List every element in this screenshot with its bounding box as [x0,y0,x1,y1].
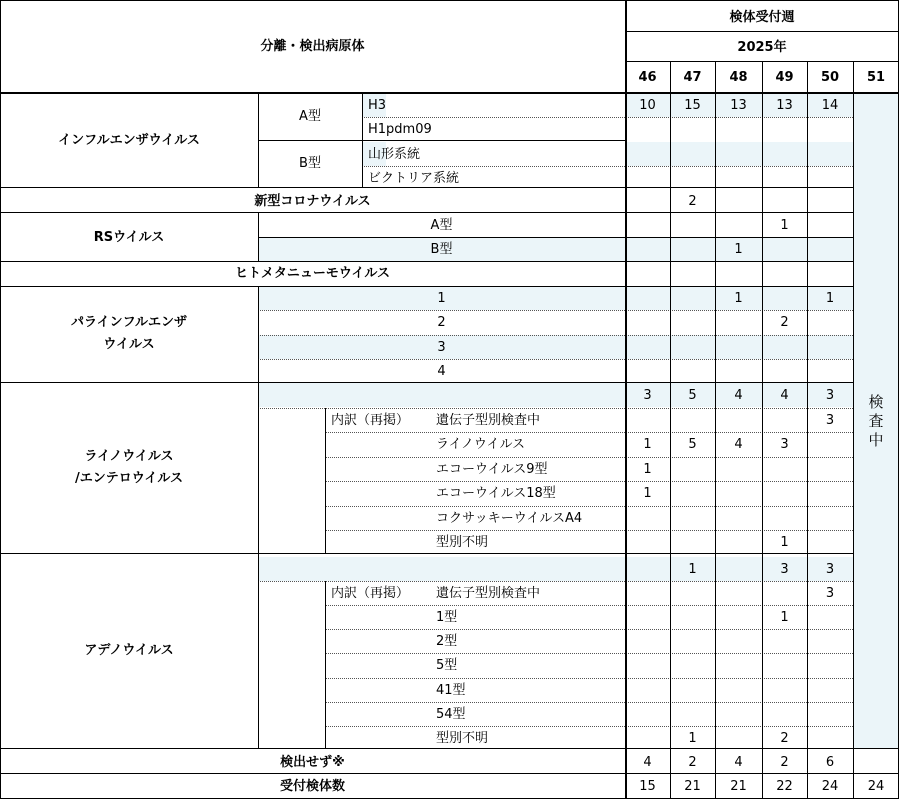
count-cell [625,142,670,166]
count-cell [670,506,715,530]
count-cell: 2 [780,314,789,330]
week-header: 47 [683,69,702,85]
grid-line [762,61,763,799]
influenza-subtype: ビクトリア系統 [368,170,460,186]
grid-line [0,748,899,749]
count-cell [807,310,853,334]
count-cell: 1 [825,290,835,306]
count-cell [715,581,762,605]
count-cell [715,678,762,702]
grid-line [0,0,1,799]
grid-line [325,457,625,458]
rhino-subtype: 遺伝子型別検査中 [436,412,541,428]
header-year: 2025年 [737,39,787,55]
grid-line [325,629,625,630]
count-cell [762,506,807,530]
grid-line [0,382,853,383]
grid-line [258,93,259,187]
count-cell [625,702,670,726]
group-name-line: /エンテロウイルス [75,471,183,486]
count-cell [670,335,715,359]
status-char: 査 [868,411,884,430]
grid-line [325,530,625,531]
rs-subtype: A型 [430,217,453,233]
count-cell [762,457,807,481]
count-cell [625,310,670,334]
count-cell [807,726,853,750]
grid-line [325,432,625,433]
count-cell: 1 [643,461,652,477]
count-cell [715,481,762,505]
count-cell [625,286,670,310]
count-cell [670,653,715,677]
count-cell [715,605,762,629]
count-cell [625,653,670,677]
count-cell [715,629,762,653]
count-cell [715,702,762,726]
received-count: 21 [730,778,747,794]
count-cell [762,335,807,359]
header-pathogen: 分離・検出病原体 [260,38,365,54]
parainfluenza-type: 4 [437,363,446,379]
influenza-subtype: H3 [368,97,387,113]
count-cell [762,481,807,505]
grid-line [258,310,853,311]
count-cell: 3 [825,387,835,403]
count-cell: 1 [780,534,789,550]
count-cell [762,142,807,166]
grid-line [258,581,853,582]
breakdown-label: 内訳（再掲） [331,412,410,428]
grid-line [325,506,625,507]
count-cell [625,506,670,530]
group-name-line: ライノウイルス [84,449,174,464]
influenza-subtype: 山形系統 [368,146,421,162]
adeno-subtype: 41型 [436,682,466,698]
count-cell [715,117,762,141]
grid-line [258,359,853,360]
count-cell [807,629,853,653]
count-cell [715,189,762,213]
grid-line [0,261,853,262]
count-cell [807,189,853,213]
received-count: 24 [867,778,885,794]
grid-line [625,629,853,630]
count-cell [625,335,670,359]
group-name-line: ウイルス [103,337,155,352]
count-cell [807,702,853,726]
row-shading [258,383,625,407]
count-cell: 1 [688,730,697,746]
adeno-subtype: 54型 [436,706,466,722]
grid-line [0,773,899,774]
count-cell [625,359,670,383]
count-cell: 1 [643,436,652,452]
count-cell [807,213,853,237]
count-cell: 1 [734,290,743,306]
count-cell [762,629,807,653]
adeno-subtype: 型別不明 [436,730,489,746]
count-cell: 5 [688,436,697,452]
grid-line [325,678,625,679]
grid-line [325,408,326,553]
rhino-subtype: エコーウイルス18型 [436,485,556,501]
count-cell [715,726,762,750]
grid-line [670,61,671,799]
grid-line [325,653,625,654]
count-cell [715,457,762,481]
count-cell [625,726,670,750]
grid-line [258,553,259,748]
parainfluenza-type: 1 [437,290,446,306]
grid-line [0,92,899,94]
week-header: 49 [775,69,794,85]
count-cell: 1 [734,241,743,257]
group-influenza: インフルエンザウイルス [58,132,200,148]
count-cell [762,189,807,213]
status-char: 中 [868,430,884,449]
count-cell [762,237,807,261]
rhino-subtype: 型別不明 [436,534,489,550]
count-cell [670,117,715,141]
grid-line [325,702,625,703]
count-cell [762,261,807,286]
received-label: 受付検体数 [279,778,345,794]
count-cell [807,237,853,261]
group-hmpv: ヒトメタニューモウイルス [234,266,391,281]
count-cell [670,142,715,166]
adeno-subtype: 5型 [436,657,458,673]
count-cell [670,286,715,310]
count-cell: 3 [780,436,789,452]
count-cell [625,629,670,653]
count-cell [625,581,670,605]
count-cell [715,557,762,581]
count-cell: 4 [734,387,743,403]
count-cell [670,581,715,605]
grid-line [325,726,625,727]
adeno-subtype: 1型 [436,609,458,625]
rhino-subtype: エコーウイルス9型 [436,461,548,477]
parainfluenza-type: 3 [437,339,446,355]
grid-line [625,726,853,727]
count-cell [762,678,807,702]
count-cell [670,359,715,383]
count-cell [762,653,807,677]
week-header: 48 [729,69,748,85]
count-cell [807,117,853,141]
grid-line [362,166,853,167]
count-cell [715,530,762,554]
count-cell [670,605,715,629]
grid-line [625,653,853,654]
count-cell [670,310,715,334]
count-cell [625,117,670,141]
grid-line [625,506,853,507]
count-cell [715,261,762,286]
grid-line [325,605,625,606]
count-cell: 3 [825,561,835,577]
count-cell: 13 [730,97,747,113]
grid-line [625,481,853,482]
week-header: 46 [638,69,657,85]
count-cell: 13 [776,97,793,113]
count-cell [762,581,807,605]
grid-line [258,286,259,382]
count-cell [625,237,670,261]
count-cell [807,605,853,629]
count-cell: 1 [780,217,789,233]
week-header: 50 [820,69,840,85]
count-cell: 3 [643,387,652,403]
count-cell: 1 [688,561,697,577]
type-b-label: B型 [299,156,321,171]
count-cell [625,530,670,554]
count-cell: 4 [734,436,743,452]
grid-line [325,581,326,748]
grid-line [258,237,853,238]
count-cell [762,359,807,383]
count-cell [625,605,670,629]
grid-line [625,31,899,32]
count-cell: 5 [688,387,697,403]
count-cell [625,213,670,237]
group-covid: 新型コロナウイルス [254,193,371,209]
count-cell [670,457,715,481]
count-cell [807,142,853,166]
type-a-label: A型 [299,109,321,124]
count-cell [625,557,670,581]
grid-line [0,0,899,1]
group-name-line: パラインフルエンザ [70,315,188,330]
grid-line [625,408,853,409]
count-cell [807,335,853,359]
week-header: 51 [866,69,886,85]
grid-line [898,0,899,799]
grid-line [0,286,853,287]
count-cell: 3 [825,412,835,428]
grid-line [625,702,853,703]
rhino-subtype: コクサッキーウイルスA4 [436,510,583,526]
count-cell [807,457,853,481]
count-cell [625,261,670,286]
influenza-subtype: H1pdm09 [368,121,432,137]
count-cell [715,408,762,432]
count-cell [762,286,807,310]
week51-status [853,93,899,749]
adeno-subtype: 2型 [436,633,458,649]
count-cell [807,530,853,554]
count-cell: 6 [825,754,835,770]
count-cell: 2 [688,193,697,209]
count-cell [807,653,853,677]
group-rhino-entero [0,383,258,553]
count-cell [670,213,715,237]
count-cell: 1 [780,609,789,625]
count-cell: 3 [825,585,835,601]
grid-line [0,187,853,188]
count-cell: 3 [780,561,789,577]
header-receipt-week: 検体受付週 [729,9,795,25]
count-cell: 14 [821,97,839,113]
count-cell [715,142,762,166]
grid-line [258,213,259,261]
breakdown-label: 内訳（再掲） [331,585,410,601]
not-detected-label: 検出せず※ [280,754,345,770]
adeno-subtype: 遺伝子型別検査中 [436,585,541,601]
grid-line [362,93,363,187]
grid-line [807,61,808,799]
count-cell: 2 [780,730,789,746]
count-cell [715,310,762,334]
count-cell [670,702,715,726]
count-cell: 4 [734,754,743,770]
grid-line [258,335,853,336]
rs-subtype: B型 [430,241,453,257]
count-cell [625,189,670,213]
count-cell [670,237,715,261]
count-cell [762,408,807,432]
count-cell [715,653,762,677]
count-cell [715,359,762,383]
received-count: 15 [639,778,656,794]
grid-line [625,432,853,433]
count-cell [670,408,715,432]
count-cell [670,629,715,653]
count-cell [807,481,853,505]
count-cell [762,702,807,726]
count-cell [807,432,853,456]
received-count: 24 [821,778,839,794]
count-cell [807,506,853,530]
count-cell: 1 [643,485,652,501]
count-cell [715,213,762,237]
count-cell [715,506,762,530]
group-parainfluenza [0,286,258,382]
row-shading [258,557,625,581]
grid-line [625,0,627,799]
grid-line [0,553,853,554]
group-rs: RSウイルス [93,229,165,245]
received-count: 22 [776,778,793,794]
count-cell [715,335,762,359]
parainfluenza-type: 2 [437,314,446,330]
count-cell [670,678,715,702]
grid-line [625,457,853,458]
count-cell: 2 [688,754,697,770]
count-cell [670,481,715,505]
count-cell [807,678,853,702]
grid-line [258,140,625,141]
grid-line [715,61,716,799]
count-cell [670,530,715,554]
count-cell: 15 [684,97,701,113]
grid-line [853,61,854,799]
grid-line [625,530,853,531]
grid-line [362,117,853,118]
status-char: 検 [868,392,884,411]
rhino-subtype: ライノウイルス [436,436,526,452]
grid-line [258,383,259,553]
grid-line [625,678,853,679]
count-cell: 2 [780,754,789,770]
grid-line [0,212,853,213]
count-cell [670,261,715,286]
group-adeno: アデノウイルス [84,643,174,658]
count-cell [807,261,853,286]
count-cell [625,678,670,702]
grid-line [625,605,853,606]
count-cell [762,117,807,141]
count-cell [807,359,853,383]
grid-line [258,408,625,409]
count-cell [625,408,670,432]
grid-line [325,481,625,482]
count-cell: 10 [639,97,656,113]
count-cell: 4 [643,754,652,770]
count-cell: 4 [780,387,789,403]
received-count: 21 [684,778,701,794]
